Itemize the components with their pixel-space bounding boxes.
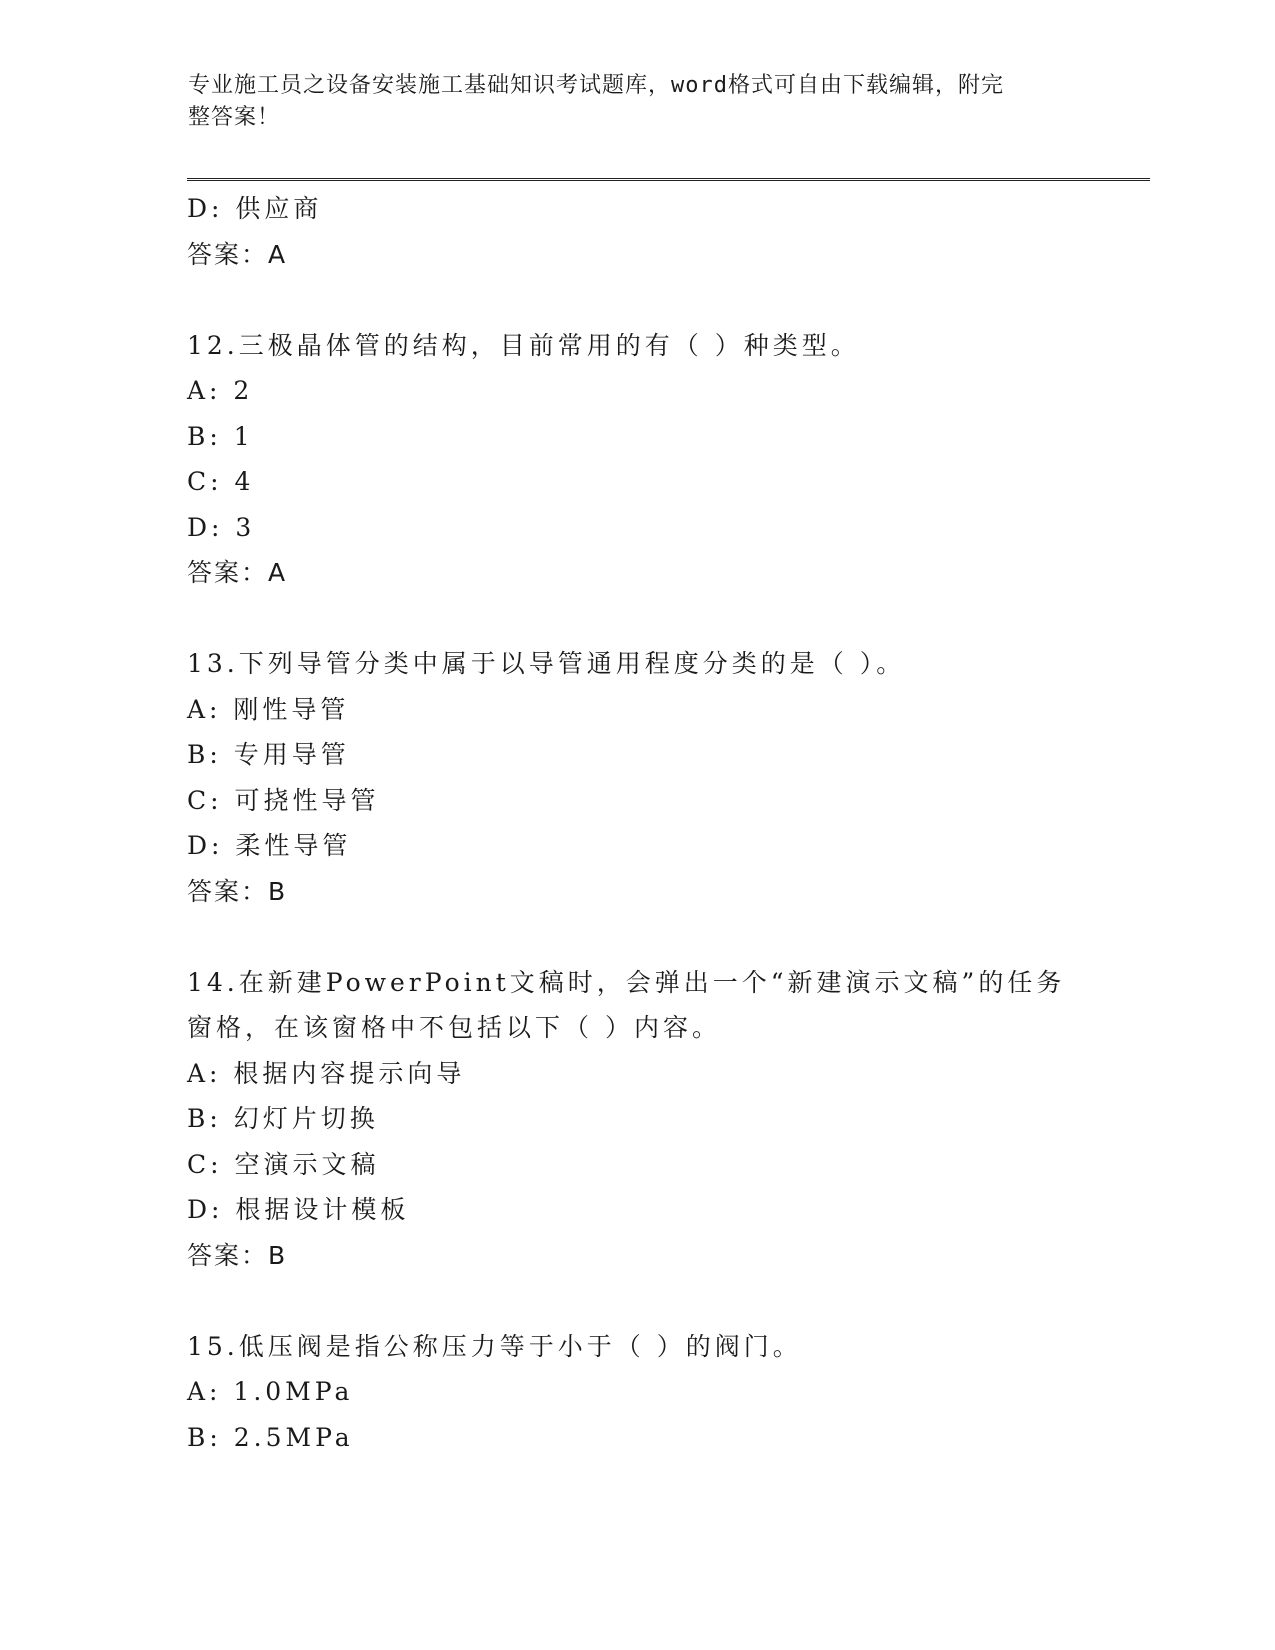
option-d: D: 根据设计模板 <box>187 1195 410 1224</box>
option-b: B: 2.5MPa <box>187 1422 354 1452</box>
question-14 <box>187 960 1087 1279</box>
answer-line: 答案：B <box>187 876 288 906</box>
question-13 <box>187 641 1087 914</box>
option-c: C: 空演示文稿 <box>187 1149 380 1179</box>
header-line-2: 整答案！ <box>188 105 281 130</box>
option-c: C: 4 <box>187 467 255 496</box>
document-body <box>187 186 1087 1460</box>
header-line-1: 专业施工员之设备安装施工基础知识考试题库，word格式可自由下载编辑，附完 <box>188 73 1004 98</box>
question-text: 12.三极晶体管的结构，目前常用的有（ ）种类型。 <box>187 330 860 360</box>
question-text: 15.低压阀是指公称压力等于小于（ ）的阀门。 <box>187 1331 802 1361</box>
option-d: D: 3 <box>187 512 256 542</box>
option-a: A: 刚性导管 <box>187 694 350 724</box>
question-text-line-1: 14.在新建PowerPoint文稿时，会弹出一个“新建演示文稿”的任务 <box>187 967 1066 997</box>
answer-line: 答案：B <box>187 1240 288 1270</box>
option-b: B: 1 <box>187 421 254 451</box>
option-c: C: 可挠性导管 <box>187 785 380 815</box>
option-a: A: 1.0MPa <box>187 1377 354 1406</box>
spacer <box>187 1278 1087 1324</box>
option-a: A: 根据内容提示向导 <box>187 1058 466 1088</box>
answer-line: 答案：A <box>187 239 288 269</box>
question-11-fragment <box>187 186 1087 277</box>
answer-line: 答案：A <box>187 558 288 587</box>
page-header <box>188 70 1088 134</box>
option-d: D: 供应商 <box>187 194 323 223</box>
option-b: B: 幻灯片切换 <box>187 1104 379 1133</box>
spacer <box>187 914 1087 960</box>
question-12 <box>187 323 1087 596</box>
option-d: D: 柔性导管 <box>187 831 352 860</box>
question-15 <box>187 1324 1087 1461</box>
header-divider <box>187 178 1150 181</box>
spacer <box>187 277 1087 323</box>
question-text: 13.下列导管分类中属于以导管通用程度分类的是（ ）。 <box>187 649 906 678</box>
option-b: B: 专用导管 <box>187 740 350 769</box>
option-a: A: 2 <box>187 376 254 405</box>
question-text-line-2: 窗格，在该窗格中不包括以下（ ）内容。 <box>187 1013 721 1042</box>
spacer <box>187 596 1087 642</box>
